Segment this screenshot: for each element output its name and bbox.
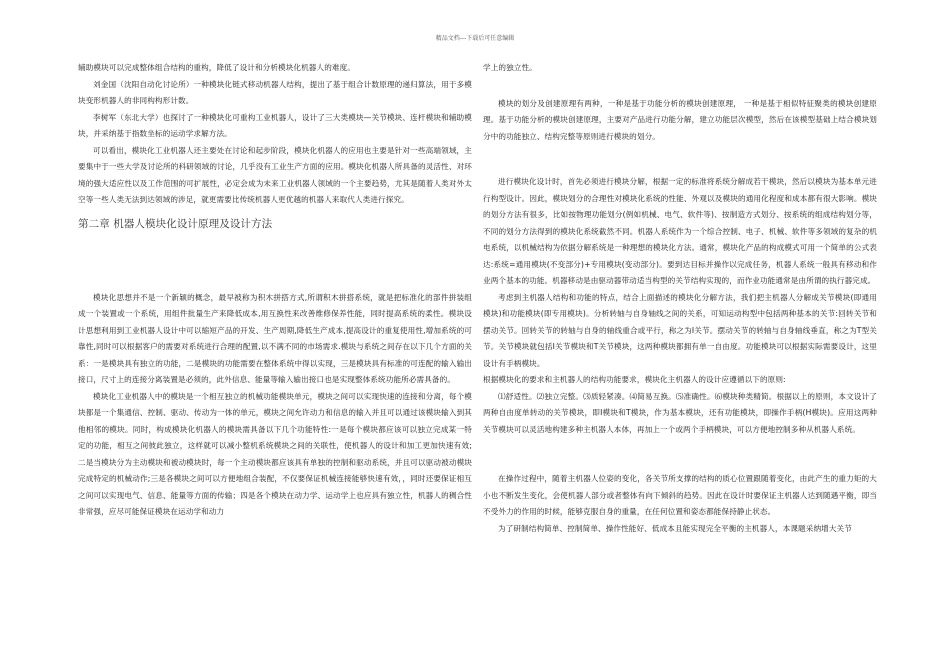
paragraph: 模块化工业机器人中的模块是一个相互独立的机械功能模块单元，模块之间可以实现快速的连接和分离，每个模块都是一个集通信、控制、驱动、传动为一体的单元，模块之间允许动力和信息的输入并且可以通过该模块输入到其他相邻的模块。同时，构成模块化机器人的模块需具备以下几个功能特性:一是每个模块都应该可以独立完成某一特定的功能，相互之间彼此独立，这样就可以减小整机系统模块之间的关联性，使机器人的设计和加工更加快速有效;二是当模块分为主动模块和被动模块时，每一个主动模块都应该具有单独的控制和驱动系统，并且可以驱动被动模块完成特定的机械动作;三是各模块之间可以方便地组合装配，不仅要保证机械连接能够快速有效，，同时还要保证相互之间可以实现电气、信息、能量等方面的传输；四是各个模块在动力学、运动学上也应具有独立性，机器人的稠合性非常强，应尽可能保证模块在运动学和动力	[78, 391, 472, 516]
paragraph: 考虑到主机器人结构和功能的特点，结合上面描述的模块化分解方法，我们把主机器人分解成关节模块(即通用模块)和功能模块(即专用模块)。分析转轴与自身轴线之间的关系，可知运动构型中包括两种基本的关节:回转关节和摆动关节。回转关节的转轴与自身的轴线重合或平行，称之为I关节。摆动关节的转轴与自身轴线垂直，称之为T型关节。关节模块就包括I关节模块和T关节模块，这两种模块都拥有单一自由度。功能模块可以根据实际需要设计，这里设计有手柄模块。	[483, 292, 877, 368]
chapter-heading: 第二章 机器人模块化设计原理及设计方法	[78, 217, 273, 230]
paragraph: 刘金国（沈阳自动化讨论所）一种模块化链式移动机器人结构，提出了基于组合计数原理的递归算法，用于多模块变形机器人的非同构构形计数。	[78, 79, 472, 105]
paragraph: 在操作过程中，随着主机器人位姿的变化，各关节所支撑的结构的质心位置跟随着变化，由此产生的重力矩的大小也不断发生变化，会使机器人部分或者整体有向下倾斜的趋势。因此在设计时要保证主机器人达到随遇平衡，即当不受外力的作用的时候，能够克服自身的重量，在任何位置和姿态都能保持静止状态。	[483, 474, 877, 516]
paragraph: 模块化思想并不是一个新颖的概念，最早被称为积木拼搭方式,所谓积木拼搭系统，就是把标准化的部件拼装组成一个装置或一个系统，用组件批量生产来降低成本,用互换性来改善维修保养性能，同时提高系统的柔性。模块设计思想利用到工业机器人设计中可以缩短产品的开发、生产周期,降低生产成本,提高设计的重复使用性,增加系统的可靠性,同时可以根据客户的需要对系统进行合理的配置,以不满不同的市场需求.模块与系统之间存在以下几个方面的关系：一是模块具有独立的功能，二是模块的功能需要在整体系统中得以实现，三是模块具有标准的可连配的输入输出接口，尺寸上的连接分离装置是必须的，此外信息、能量等输入输出接口也是实现整体系统功能所必需具备的。	[78, 292, 472, 384]
paragraph: 为了研制结构简单、控制简单、操作性能好、低成本且能实现完全平衡的主机器人，本课题采纳增大关节	[498, 523, 852, 533]
right-column	[483, 60, 877, 537]
paragraph: 根据模块化的要求和主机器人的结构功能要求，模块化主机器人的设计应遵循以下的原则:	[483, 375, 786, 384]
paragraph: 李树军（东北大学）也探讨了一种模块化可重构工业机器人，设计了三大类模块—关节模块、连杆模块和辅助模块，并采纳基于指数坐标的运动学求解方法。	[78, 112, 472, 138]
paragraph: ⑴舒适性。⑵独立完整。⑶质轻紧凑。⑷简易互换。⑸准确性。⑹模块种类精简。根据以上的原则，本文设计了两种自由度单转动的关节模块，即I模块和T模块，作为基本模块，还有功能模块，即操作手柄(H模块)。应用这两种关节模块可以灵活地构建多种主机器人本体，再加上一个或两个手柄模块，可以方便地控制多种从机器人系统。	[483, 391, 877, 434]
paragraph: 模块的划分及创建原理有两种，一种是基于功能分析的模块创建原理， 一种是基于相似特征聚类的模块创建原理。基于功能分析的模块创建原理，主要对产品进行功能分解，建立功能层次模型，然后在该模型基础上结合模块划分中的功能独立、结构完整等原则进行模块的划分。	[483, 98, 877, 141]
paragraph: 辅助模块可以完成整体组合结构的重构，降低了设计和分析模块化机器人的难度。	[78, 63, 355, 72]
paragraph: 可以看出，模块化工业机器人还主要处在讨论和起步阶段，模块化机器人的应用也主要是针对一些高端领域，主要集中于一些大学及讨论所的科研领域的讨论，几乎没有工业生产方面的应用。模块化机器人所具备的灵活性、对环境的强大适应性以及工作范围的可扩展性，必定会成为未来工业机器人领域的一个主要趋势，尤其是随着人类对外太空等一些人类无法到达领域的涉足，就更需要比传统机器人更优越的机器人来取代人类进行探究。	[78, 145, 472, 204]
left-column	[78, 60, 472, 521]
paragraph: 进行模块化设计时，首先必须进行模块分解，根据一定的标准将系统分解成若干模块，然后以模块为基本单元进行构型设计。因此，模块划分的合理性对模块化系统的性能、外观以及模块的通用化程度和成本都有很大影响。模块的划分方法有很多，比如按物理功能划分(例如机械、电气、软件等)、按制造方式划分、按系统的组成结构划分等，不同的划分方法得到的模块化系统截然不同。机器人系统作为一个综合控制、电子、机械、软件等多领域的复杂的机电系统，以机械结构为依据分解系统是一种理想的模块化方法。通常，模块化产品的构成模式可用一个简单的公式表达:系统=通用模块(不变部分)+专用模块(变动部分)。要到达目标并操作以完成任务，机器人系统一般具有移动和作业两个基本的功能。机器移动是由驱动器带动适当构型的关节结构实现的，而作业功能通常是由所谓的执行器完成。	[483, 177, 877, 285]
page-header: 精品文档---下载后可任意编辑	[435, 35, 515, 42]
paragraph: 学上的独立性。	[483, 63, 537, 72]
